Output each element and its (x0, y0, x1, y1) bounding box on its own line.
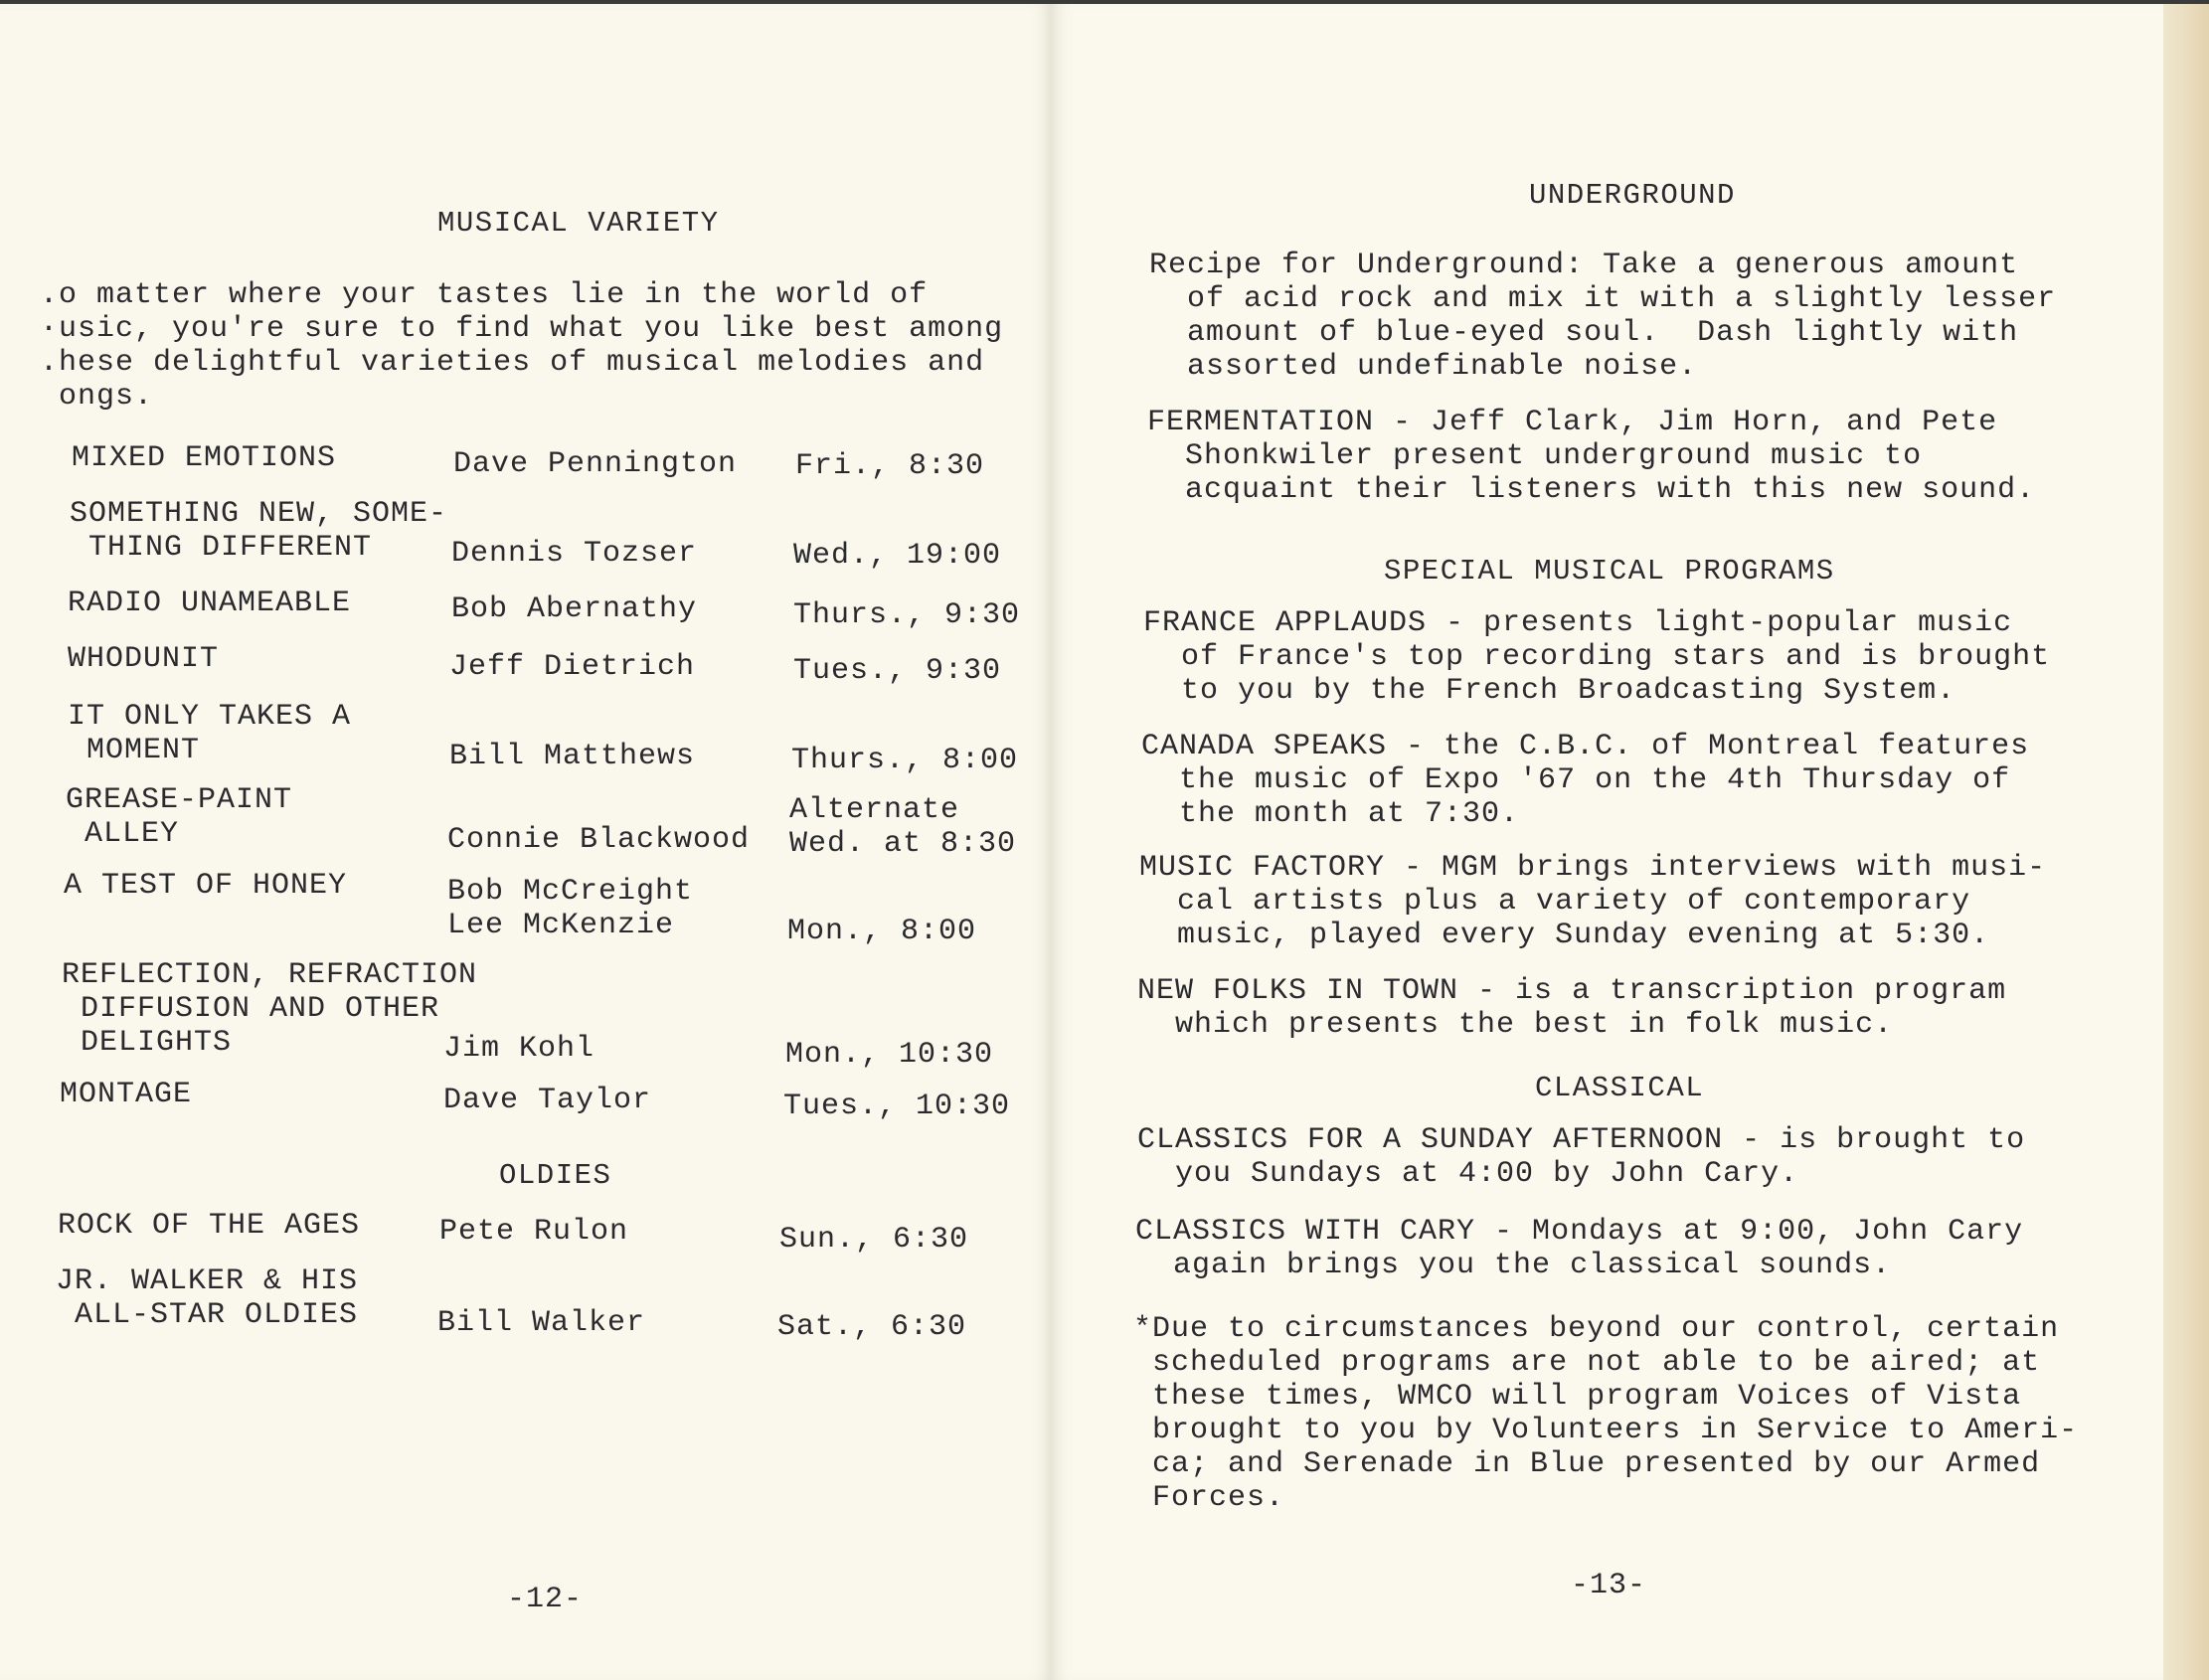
program-time: Mon., 10:30 (785, 1038, 994, 1072)
program-time: Tues., 9:30 (793, 654, 1002, 688)
program-time: Thurs., 9:30 (793, 598, 1021, 632)
program-host: Connie Blackwood (447, 823, 751, 857)
new-folks-paragraph: NEW FOLKS IN TOWN - is a transcription program which presents the best in folk music. (1137, 974, 2007, 1042)
intro-paragraph: .o matter where your tastes lie in the world of ·usic, you're sure to find what you like best among .hese delightful varieties of musical melodies and ongs. (40, 278, 1004, 414)
music-factory-paragraph: MUSIC FACTORY - MGM brings interviews with musi- cal artists plus a variety of contemporary music, played every Sunday evening at 5:30. (1139, 851, 2047, 952)
underground-recipe: Recipe for Underground: Take a generous amount of acid rock and mix it with a slightly lesser amount of blue-eyed soul. Dash lightly with assorted undefinable noise. (1149, 249, 2057, 384)
program-name: REFLECTION, REFRACTION DIFFUSION AND OTHER DELIGHTS (62, 958, 478, 1060)
classics-sunday-paragraph: CLASSICS FOR A SUNDAY AFTERNOON - is brought to you Sundays at 4:00 by John Cary. (1137, 1123, 2026, 1191)
france-applauds-paragraph: FRANCE APPLAUDS - presents light-popular music of France's top recording stars and is brought to you by the French Broadcasting System. (1143, 606, 2051, 708)
program-host: Jeff Dietrich (449, 650, 696, 684)
program-time: Wed., 19:00 (793, 539, 1002, 573)
program-name: A TEST OF HONEY (64, 869, 348, 903)
heading-musical-variety: MUSICAL VARIETY (437, 207, 720, 240)
page-number-right: -13- (1571, 1569, 1647, 1602)
program-time: Alternate Wed. at 8:30 (789, 793, 1017, 861)
program-name: MONTAGE (60, 1078, 193, 1111)
program-time: Fri., 8:30 (795, 449, 985, 483)
program-host: Bob Abernathy (451, 592, 698, 626)
program-name: JR. WALKER & HIS ALL-STAR OLDIES (56, 1264, 359, 1332)
left-page (0, 4, 1052, 1680)
program-host: Bill Matthews (449, 740, 696, 773)
fermentation-paragraph: FERMENTATION - Jeff Clark, Jim Horn, and Pete Shonkwiler present underground music to acquaint their listeners with this new sound. (1147, 406, 2036, 507)
canada-speaks-paragraph: CANADA SPEAKS - the C.B.C. of Montreal features the music of Expo '67 on the 4th Thursday of the month at 7:30. (1141, 730, 2030, 831)
program-time: Thurs., 8:00 (791, 744, 1019, 777)
program-host: Jim Kohl (443, 1032, 595, 1066)
program-host: Pete Rulon (439, 1215, 629, 1249)
program-host: Bill Walker (437, 1306, 646, 1340)
heading-underground: UNDERGROUND (1529, 179, 1736, 212)
page-number-left: -12- (507, 1583, 584, 1616)
program-name: MIXED EMOTIONS (72, 441, 337, 475)
program-time: Tues., 10:30 (783, 1090, 1011, 1123)
program-time: Sat., 6:30 (777, 1310, 967, 1344)
program-name: GREASE-PAINT ALLEY (66, 783, 293, 851)
program-host: Dave Taylor (443, 1084, 652, 1117)
heading-special-musical-programs: SPECIAL MUSICAL PROGRAMS (1384, 555, 1835, 588)
page-edge (2163, 4, 2209, 1680)
classics-cary-paragraph: CLASSICS WITH CARY - Mondays at 9:00, John Cary again brings you the classical sounds. (1135, 1215, 2024, 1282)
program-host: Dave Pennington (453, 447, 738, 481)
program-name: RADIO UNAMEABLE (68, 587, 352, 620)
heading-classical: CLASSICAL (1535, 1072, 1705, 1104)
right-page (1052, 4, 2209, 1680)
program-time: Mon., 8:00 (787, 915, 977, 948)
footnote-paragraph: *Due to circumstances beyond our control, certain scheduled programs are not able to be aired; at these times, WMCO will program Voices of Vista brought to you by Volunteers in Service to Ameri- ca; and Serenade in Blue presented by our Armed Forces. (1133, 1312, 2079, 1515)
program-host: Dennis Tozser (451, 537, 698, 571)
program-name: IT ONLY TAKES A MOMENT (68, 700, 352, 767)
program-name: WHODUNIT (68, 642, 220, 676)
heading-oldies: OLDIES (499, 1159, 612, 1192)
program-host: Bob McCreight Lee McKenzie (447, 875, 694, 942)
program-time: Sun., 6:30 (779, 1223, 969, 1257)
program-name: SOMETHING NEW, SOME- THING DIFFERENT (70, 497, 448, 565)
program-name: ROCK OF THE AGES (58, 1209, 361, 1243)
